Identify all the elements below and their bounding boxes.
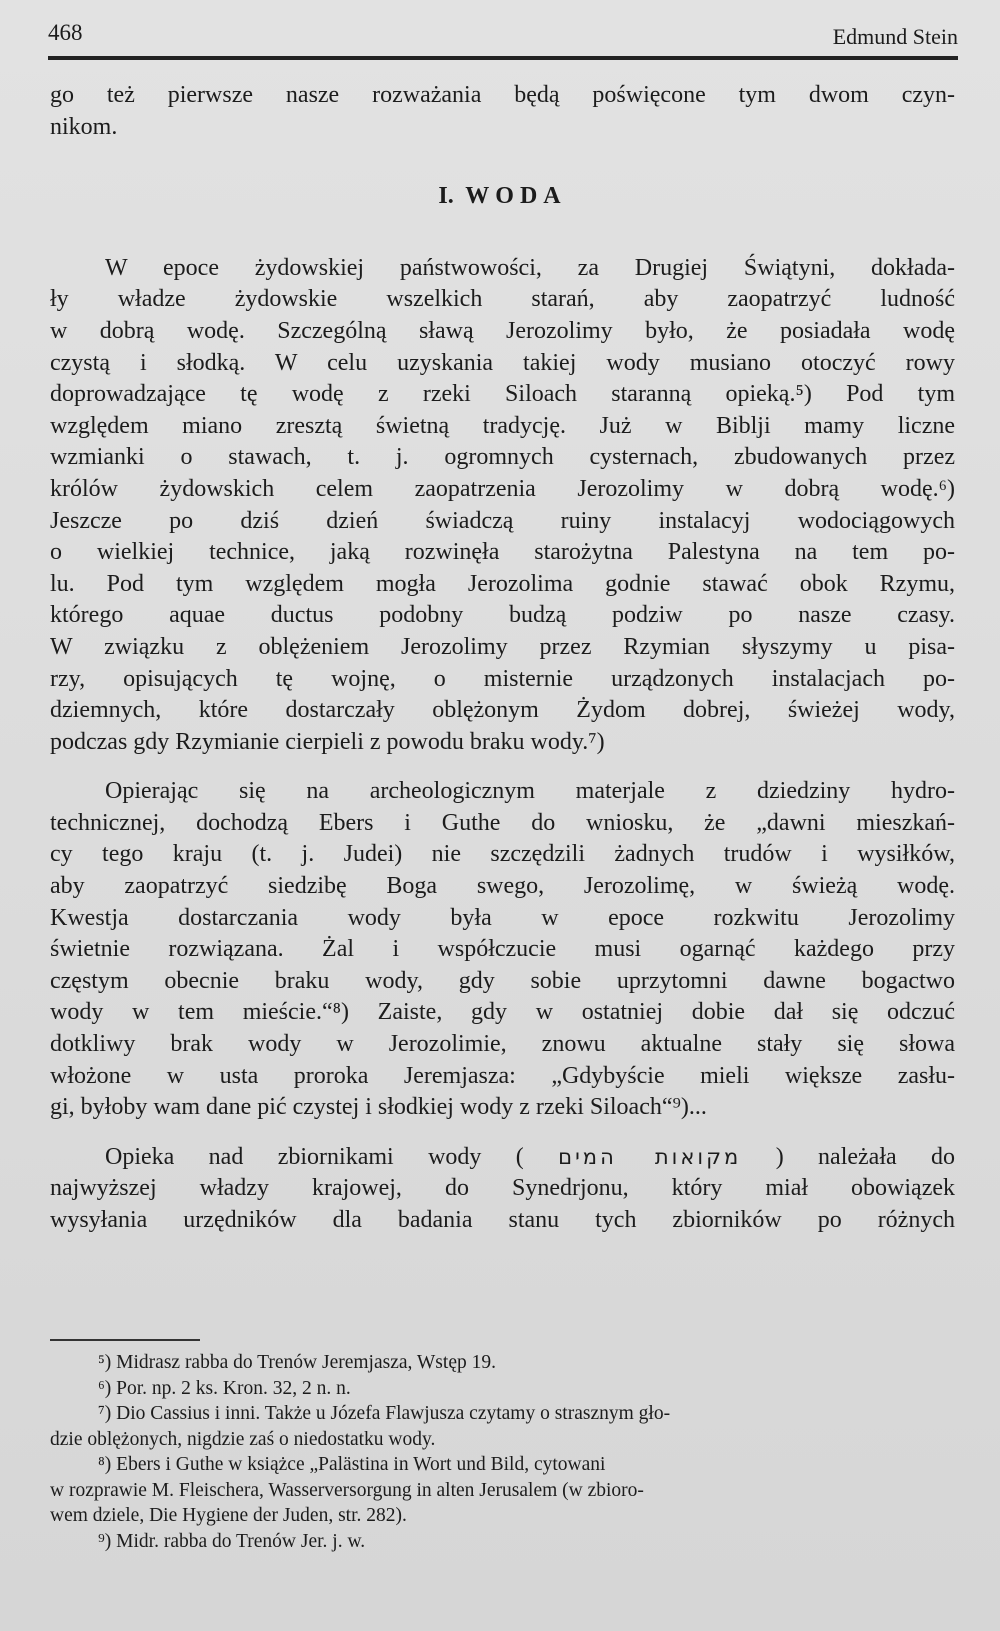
- page-header: [48, 20, 958, 56]
- paragraph-line: lu. Pod tym względem mogła Jerozolima godnie stawać obok Rzymu,: [50, 570, 955, 597]
- paragraph-line: ły władze żydowskie wszelkich starań, aby zaopatrzyć ludność: [50, 286, 955, 313]
- paragraph-line: doprowadzające tę wodę z rzeki Siloach staranną opieką.⁵) Pod tym: [50, 381, 955, 408]
- paragraph-line: w dobrą wodę. Szczególną sławą Jerozolimy było, że posiadała wodę: [50, 317, 955, 344]
- footnote-continuation: w rozprawie M. Fleischera, Wasserversorgung in alten Jerusalem (w zbioro-: [50, 1479, 644, 1501]
- paragraph-gap: [50, 1124, 955, 1142]
- paragraph-line: Opierając się na archeologicznym materjale z dziedziny hydro-: [105, 778, 955, 805]
- paragraph-line: W epoce żydowskiej państwowości, za Drugiej Świątyni, dokłada-: [105, 254, 955, 281]
- paragraph-line: rzy, opisujących tę wojnę, o misternie urządzonych instalacjach po-: [50, 665, 955, 692]
- paragraph-line: technicznej, dochodzą Ebers i Guthe do wniosku, że „dawni mieszkań-: [50, 809, 955, 836]
- paragraph-2: [50, 776, 955, 1124]
- footnotes: [50, 1350, 955, 1554]
- paragraph-line: W związku z oblężeniem Jerozolimy przez Rzymian słyszymy u pisa-: [50, 633, 955, 660]
- header-rule: [48, 56, 958, 60]
- paragraph-line: [50, 1142, 955, 1174]
- footnote: ⁸) Ebers i Guthe w książce „Palästina in Wort und Bild, cytowani: [98, 1454, 606, 1475]
- running-head: Edmund Stein: [832, 24, 958, 49]
- paragraph-line: świetnie rozwiązana. Żal i współczucie musi ogarnąć każdego przy: [50, 936, 955, 963]
- intro-line: nikom.: [50, 113, 118, 140]
- paragraph-line: dziemnych, które dostarczały oblężonym Żydom dobrej, świeżej wody,: [50, 697, 955, 724]
- paragraph-3: [50, 1142, 955, 1237]
- footnote: ⁷) Dio Cassius i inni. Także u Józefa Flawjusza czytamy o strasznym gło-: [98, 1403, 671, 1424]
- footnote-continuation: wem dziele, Die Hygiene der Juden, str. 282).: [50, 1505, 407, 1526]
- footnote-rule: [50, 1339, 200, 1341]
- paragraph-line: którego aquae ductus podobny budzą podziw po nasze czasy.: [50, 602, 955, 629]
- paragraph-line: najwyższej władzy krajowej, do Synedrjonu, który miał obowiązek: [50, 1175, 955, 1202]
- paragraph-line: dotkliwy brak wody w Jerozolimie, znowu aktualne stały się słowa: [50, 1031, 955, 1058]
- body-text: [50, 80, 955, 1237]
- section-number: I.: [438, 183, 454, 210]
- footnote: ⁵) Midrasz rabba do Trenów Jeremjasza, Wstęp 19.: [98, 1352, 496, 1373]
- text-fragment: Opieka nad zbiornikami wody (: [105, 1143, 524, 1170]
- footnote-continuation: dzie oblężonych, nigdzie zaś o niedostatku wody.: [50, 1428, 436, 1450]
- paragraph-line: czystą i słodką. W celu uzyskania takiej wody musiano otoczyć rowy: [50, 349, 955, 376]
- paragraph-line: częstym obecnie braku wody, gdy sobie uprzytomni dawne bogactwo: [50, 967, 955, 994]
- paragraph-line: wody w tem mieście.“⁸) Zaiste, gdy w ostatniej dobie dał się odczuć: [50, 999, 955, 1026]
- paragraph-gap: [50, 758, 955, 776]
- paragraph-line: wysyłania urzędników dla badania stanu tych zbiorników po różnych: [50, 1207, 955, 1233]
- paragraph-line: podczas gdy Rzymianie cierpieli z powodu braku wody.⁷): [50, 728, 605, 755]
- footnote: ⁶) Por. np. 2 ks. Kron. 32, 2 n. n.: [98, 1377, 351, 1399]
- paragraph-line: względem miano zresztą świetną tradycję. Już w Biblji mamy liczne: [50, 412, 955, 439]
- section-title: WODA: [465, 183, 567, 210]
- paragraph-line: gi, byłoby wam dane pić czystej i słodkiej wody z rzeki Siloach“⁹)...: [50, 1094, 707, 1121]
- paragraph-line: Kwestja dostarczania wody była w epoce rozkwitu Jerozolimy: [50, 904, 955, 931]
- footnote: ⁹) Midr. rabba do Trenów Jer. j. w.: [98, 1530, 366, 1552]
- paragraph-line: o wielkiej technice, jaką rozwinęła starożytna Palestyna na tem po-: [50, 539, 955, 566]
- section-heading: [50, 181, 955, 213]
- page-number: 468: [48, 20, 83, 45]
- paragraph-line: cy tego kraju (t. j. Judei) nie szczędzili żadnych trudów i wysiłków,: [50, 841, 955, 868]
- paragraph-line: włożone w usta proroka Jeremjasza: „Gdybyście mieli większe zasłu-: [50, 1062, 955, 1089]
- hebrew-term: מקואות המים: [558, 1144, 742, 1169]
- paragraph-line: królów żydowskich celem zaopatrzenia Jerozolimy w dobrą wodę.⁶): [50, 475, 955, 502]
- intro-line: go też pierwsze nasze rozważania będą poświęcone tym dwom czyn-: [50, 82, 955, 108]
- paragraph-line: Jeszcze po dziś dzień świadczą ruiny instalacyj wodociągowych: [50, 507, 955, 534]
- paragraph-line: wzmianki o stawach, t. j. ogromnych cysternach, zbudowanych przez: [50, 444, 955, 471]
- text-fragment: ) należała do: [775, 1143, 956, 1170]
- paragraph-1: [50, 253, 955, 759]
- paragraph-line: aby zaopatrzyć siedzibę Boga swego, Jerozolimę, w świeżą wodę.: [50, 873, 955, 900]
